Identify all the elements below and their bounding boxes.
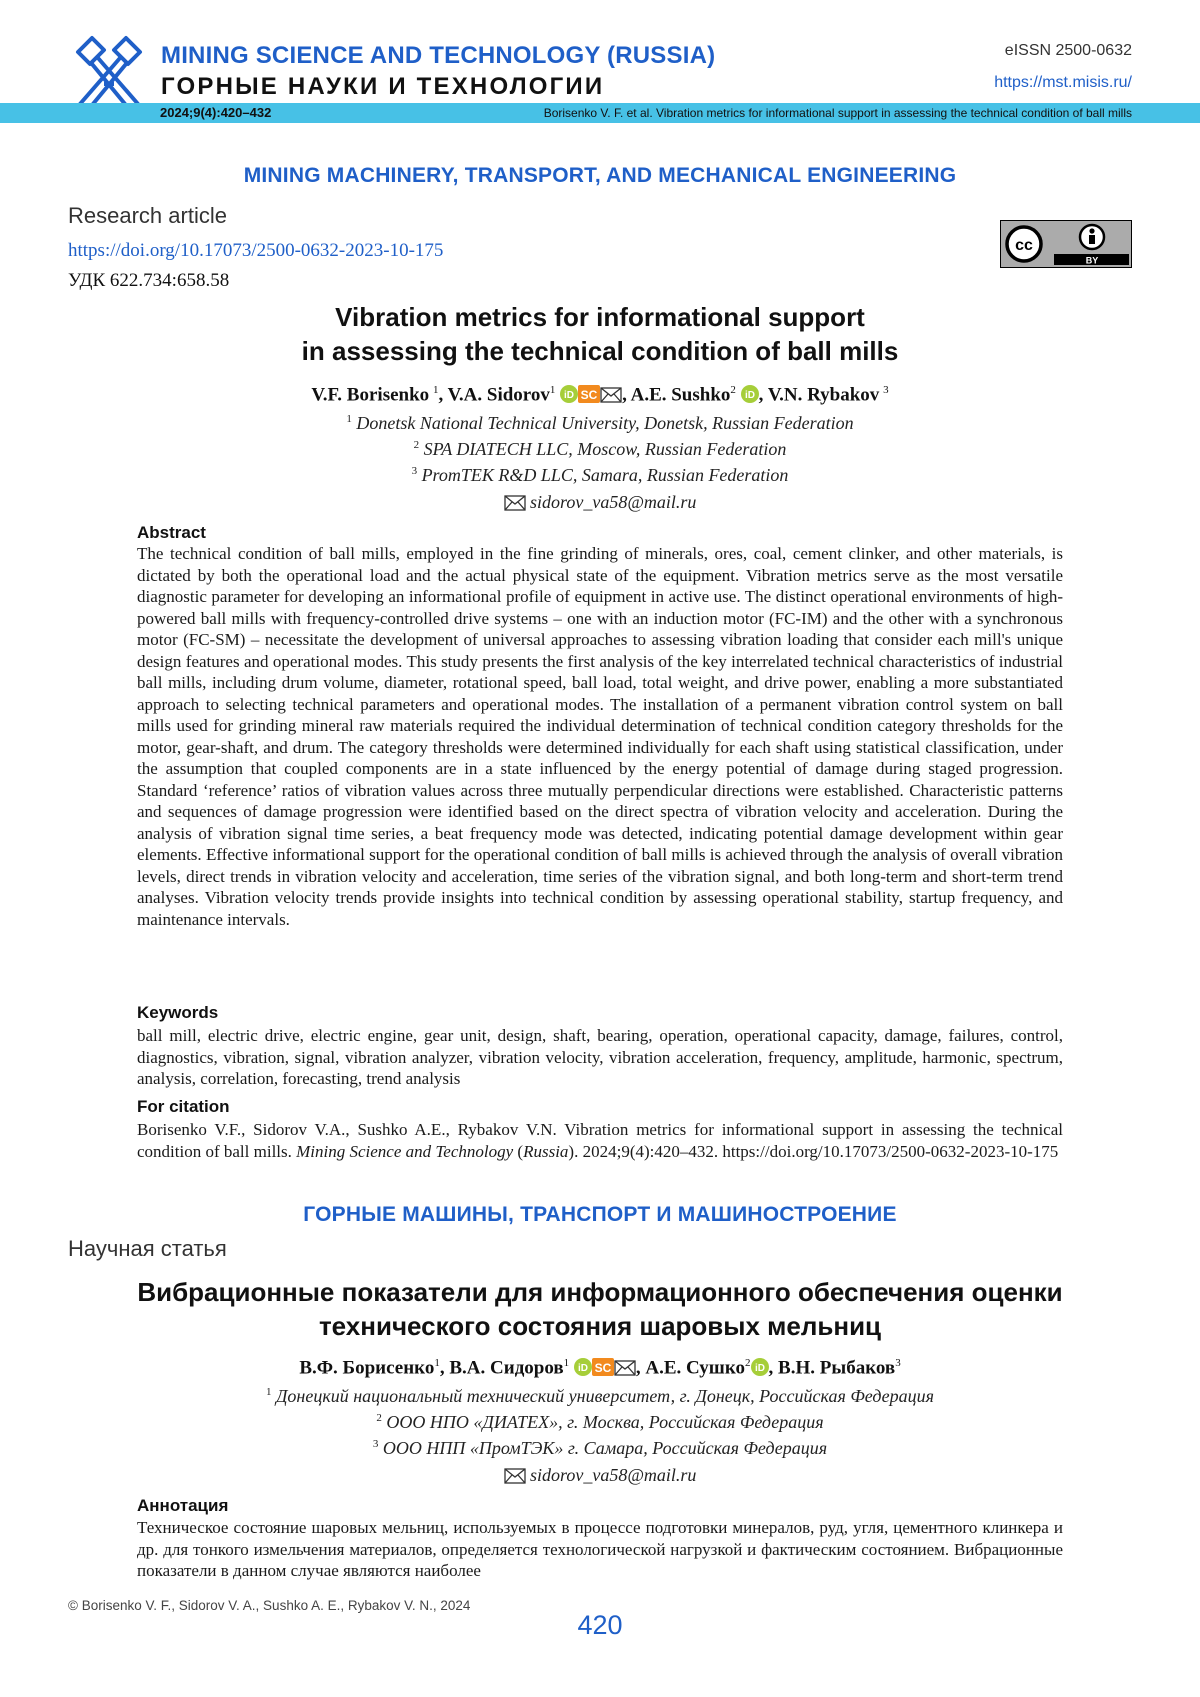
email-link[interactable]: sidorov_va58@mail.ru (530, 1465, 696, 1485)
affiliation-ru-3: 3 ООО НПП «ПромТЭК» г. Самара, Российская Федерация (0, 1438, 1200, 1459)
email-link[interactable]: sidorov_va58@mail.ru (530, 492, 696, 512)
author-name: V.N. Rybakov (768, 384, 879, 405)
envelope-icon[interactable] (600, 387, 622, 403)
running-title: Borisenko V. F. et al. Vibration metrics for informational support in assessing the technical condition of ball mills (544, 106, 1132, 120)
author-sup: 3 (895, 1357, 901, 1369)
abstract-heading-ru: Аннотация (137, 1496, 228, 1516)
keywords-text: ball mill, electric drive, electric engine, gear unit, design, shaft, bearing, operation, operational capacity, damage, failures, control, diagnostics, vibration, signal, vibration analyzer, vibration velocity, vibration acceleration, frequency, amplitude, harmonic, spectrum, analysis, correlation, forecasting, trend analysis (137, 1025, 1063, 1090)
page-number: 420 (0, 1610, 1200, 1641)
scopus-label: SC (581, 388, 598, 402)
copyright: © Borisenko V. F., Sidorov V. A., Sushko A. E., Rybakov V. N., 2024 (68, 1598, 470, 1613)
author-name: В.Ф. Борисенко (299, 1357, 434, 1378)
affiliation-en-1: 1 Donetsk National Technical University, Donetsk, Russian Federation (0, 413, 1200, 434)
author-name: В.Н. Рыбаков (778, 1357, 895, 1378)
scopus-label: SC (595, 1361, 612, 1375)
email-en (0, 492, 1200, 513)
issue-info: 2024;9(4):420–432 (160, 105, 271, 120)
author-sup: 1 (434, 1357, 440, 1369)
author-name: В.А. Сидоров (449, 1357, 563, 1378)
keywords-heading: Keywords (137, 1003, 218, 1023)
orcid-label: iD (564, 390, 574, 401)
article-title-ru-line2: технического состояния шаровых мельниц (0, 1309, 1200, 1343)
doi-link[interactable]: https://doi.org/10.17073/2500-0632-2023-10-175 (68, 240, 443, 262)
udk-code: УДК 622.734:658.58 (68, 270, 229, 292)
cc-by-label: BY (1086, 256, 1099, 266)
orcid-label: iD (755, 1363, 765, 1374)
author-name: V.A. Sidorov (448, 384, 550, 405)
author-sup: 1 (550, 384, 556, 396)
section-title-en: MINING MACHINERY, TRANSPORT, AND MECHANICAL ENGINEERING (0, 164, 1200, 188)
abstract-heading-en: Abstract (137, 523, 206, 543)
envelope-icon[interactable] (614, 1360, 636, 1376)
authors-ru: В.Ф. Борисенко1, В.А. Сидоров1 iD SC , А.Е. Сушко2 iD , В.Н. Рыбаков3 (0, 1357, 1200, 1379)
orcid-icon[interactable] (741, 385, 759, 403)
email-ru (0, 1465, 1200, 1486)
envelope-icon (504, 495, 526, 511)
journal-site-link[interactable]: https://mst.misis.ru/ (994, 74, 1132, 92)
orcid-icon[interactable] (574, 1358, 592, 1376)
authors-en: V.F. Borisenko 1, V.A. Sidorov1 iD SC , A.E. Sushko2 iD , V.N. Rybakov 3 (0, 384, 1200, 406)
author-sup: 1 (433, 384, 439, 396)
article-title-en-line1: Vibration metrics for informational support (0, 300, 1200, 334)
article-type-en: Research article (68, 203, 227, 229)
eissn: eISSN 2500-0632 (1005, 42, 1132, 60)
orcid-label: iD (745, 390, 755, 401)
article-title-en-line2: in assessing the technical condition of ball mills (0, 334, 1200, 368)
affiliation-en-3: 3 PromTEK R&D LLC, Samara, Russian Federation (0, 465, 1200, 486)
article-title-ru (0, 1275, 1200, 1343)
scopus-icon[interactable] (592, 1358, 614, 1376)
orcid-label: iD (578, 1363, 588, 1374)
affiliation-ru-2: 2 ООО НПО «ДИАТЕХ», г. Москва, Российская Федерация (0, 1412, 1200, 1433)
author-sup: 1 (564, 1357, 570, 1369)
author-name: V.F. Borisenko (311, 384, 429, 405)
citation-heading: For citation (137, 1097, 230, 1117)
citation-text: Borisenko V.F., Sidorov V.A., Sushko A.E., Rybakov V.N. Vibration metrics for informational support in assessing the technical condition of ball mills. Mining Science and Technology (Russia). 2024;9(4):420–432. https://doi.org/10.17073/2500-0632-2023-10-175 (137, 1119, 1063, 1162)
envelope-icon (504, 1468, 526, 1484)
cc-by-icon[interactable] (1000, 220, 1132, 268)
orcid-icon[interactable] (560, 385, 578, 403)
author-sup: 2 (745, 1357, 751, 1369)
journal-title-en: MINING SCIENCE AND TECHNOLOGY (RUSSIA) (161, 42, 715, 70)
author-sup: 3 (883, 384, 889, 396)
scopus-icon[interactable] (578, 385, 600, 403)
author-sup: 2 (730, 384, 736, 396)
author-name: А.Е. Сушко (645, 1357, 745, 1378)
svg-text:cc: cc (1015, 237, 1033, 254)
article-title-ru-line1: Вибрационные показатели для информационного обеспечения оценки (0, 1275, 1200, 1309)
orcid-icon[interactable] (751, 1358, 769, 1376)
author-name: A.E. Sushko (631, 384, 731, 405)
abstract-text-en: The technical condition of ball mills, employed in the fine grinding of minerals, ores, coal, cement clinker, and other materials, is dictated by both the operational load and the actual physical state of the equipment. Vibration metrics serve as the most versatile diagnostic parameter for developing an informational profile of equipment in active use. The distinct operational environments of high-powered ball mills with frequency-controlled drive systems – one with an induction motor (FC-IM) and the other with a synchronous motor (FC-SM) – necessitate the development of universal approaches to assessing vibration loading that consider each mill's unique design features and operational modes. This study presents the first analysis of the key interrelated technical characteristics of industrial ball mills, including drum volume, diameter, rotational speed, ball load, total weight, and drive power, enabling a more substantiated approach to selecting technical parameters and operational modes. The installation of a permanent vibration control system on ball mills used for grinding mineral raw materials required the individual determination of technical condition category thresholds for the motor, gear-shaft, and drum. The category thresholds were determined individually for each shaft using statistical classification, under the assumption that coupled components are in a state influenced by the energy potential of damage during staged progression. Standard ‘reference’ ratios of vibration values across three mutually perpendicular directions were established. Characteristic patterns and sequences of damage progression were identified based on the direct spectra of vibration velocity and acceleration. During the analysis of vibration signal time series, a beat frequency mode was detected, indicating potential damage development within gear elements. Effective informational support for the operational condition of ball mills is achieved through the analysis of overall vibration levels, direct trends in vibration velocity and acceleration, time series of the vibration signal, and both long-term and short-term trend analyses. Vibration velocity trends provide insights into technical condition by assessing operational stability, startup frequency, and maintenance intervals. (137, 543, 1063, 930)
affiliation-en-2: 2 SPA DIATECH LLC, Moscow, Russian Federation (0, 439, 1200, 460)
section-title-ru: ГОРНЫЕ МАШИНЫ, ТРАНСПОРТ И МАШИНОСТРОЕНИЕ (0, 1203, 1200, 1227)
journal-title-ru: ГОРНЫЕ НАУКИ И ТЕХНОЛОГИИ (161, 73, 604, 101)
article-type-ru: Научная статья (68, 1236, 227, 1262)
article-title-en (0, 300, 1200, 368)
affiliation-ru-1: 1 Донецкий национальный технический университет, г. Донецк, Российская Федерация (0, 1386, 1200, 1407)
abstract-text-ru: Техническое состояние шаровых мельниц, используемых в процессе подготовки минералов, руд, угля, цементного клинкера и др. для тонкого измельчения материалов, определяется технологической нагрузкой и фактическим состоянием. Вибрационные показатели в данном случае являются наиболее (137, 1517, 1063, 1582)
